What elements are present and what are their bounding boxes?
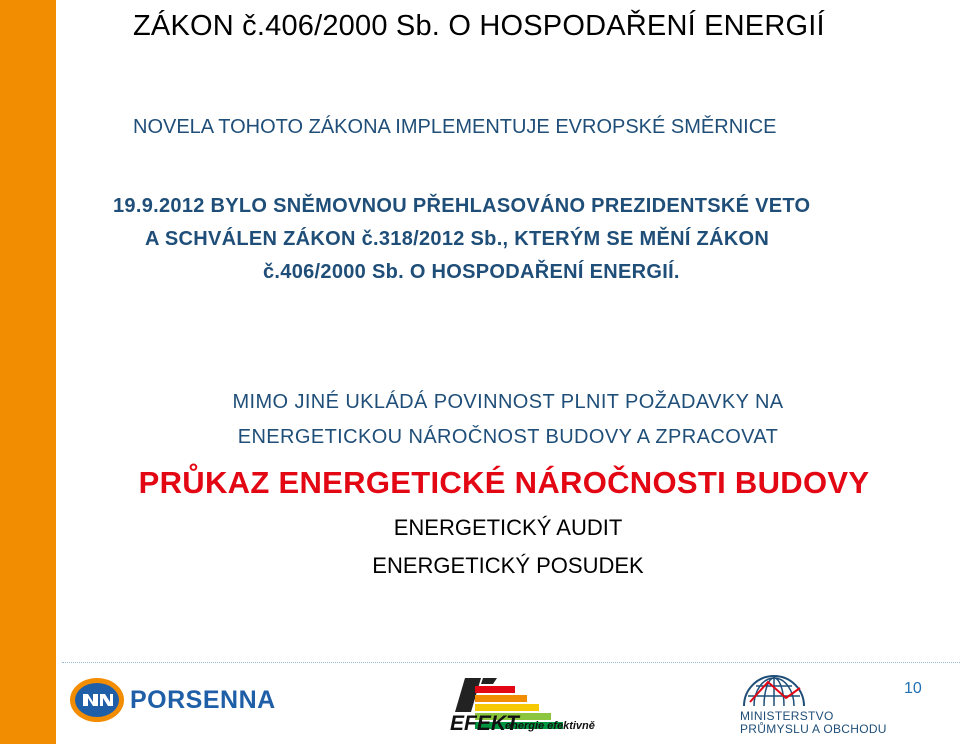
ministry-line-2: PRŮMYSLU A OBCHODU [740, 722, 887, 736]
ministry-wordmark [740, 710, 887, 736]
orange-side-bar [0, 0, 56, 744]
efekt-tagline: energie efektivně [505, 720, 595, 732]
paragraph-line-3: č.406/2000 Sb. O HOSPODAŘENÍ ENERGIÍ. [263, 261, 680, 283]
slide-title: ZÁKON č.406/2000 Sb. O HOSPODAŘENÍ ENERGIÍ [133, 10, 825, 42]
porsenna-logo [68, 676, 126, 729]
porsenna-wordmark: PORSENNA [130, 686, 276, 714]
ministry-line-1: MINISTERSTVO [740, 709, 834, 723]
law-paragraph [113, 190, 810, 289]
footer-divider [62, 662, 960, 663]
paragraph-line-1: 19.9.2012 BYLO SNĚMOVNOU PŘEHLASOVÁNO PREZIDENTSKÉ VETO [113, 195, 811, 217]
paragraph-line-2: A SCHVÁLEN ZÁKON č.318/2012 Sb., KTERÝM SE MĚNÍ ZÁKON [145, 228, 770, 250]
energy-audit-label: ENERGETICKÝ AUDIT [393, 515, 623, 540]
efekt-wordmark: EFEKT [450, 712, 519, 735]
energy-review-label: ENERGETICKÝ POSUDEK [372, 553, 644, 578]
page-number: 10 [904, 680, 922, 697]
certificate-heading: PRŮKAZ ENERGETICKÉ NÁROČNOSTI BUDOVY [138, 465, 870, 500]
slide-subtitle: NOVELA TOHOTO ZÁKONA IMPLEMENTUJE EVROPSKÉ SMĚRNICE [133, 116, 777, 138]
ministry-logo [740, 668, 810, 713]
requirement-line-2: ENERGETICKOU NÁROČNOST BUDOVY A ZPRACOVAT [237, 426, 779, 448]
porsenna-emblem-icon [68, 676, 126, 724]
requirement-line-1: MIMO JINÉ UKLÁDÁ POVINNOST PLNIT POŽADAVKY NA [232, 391, 784, 413]
ministry-globe-icon [740, 668, 810, 708]
